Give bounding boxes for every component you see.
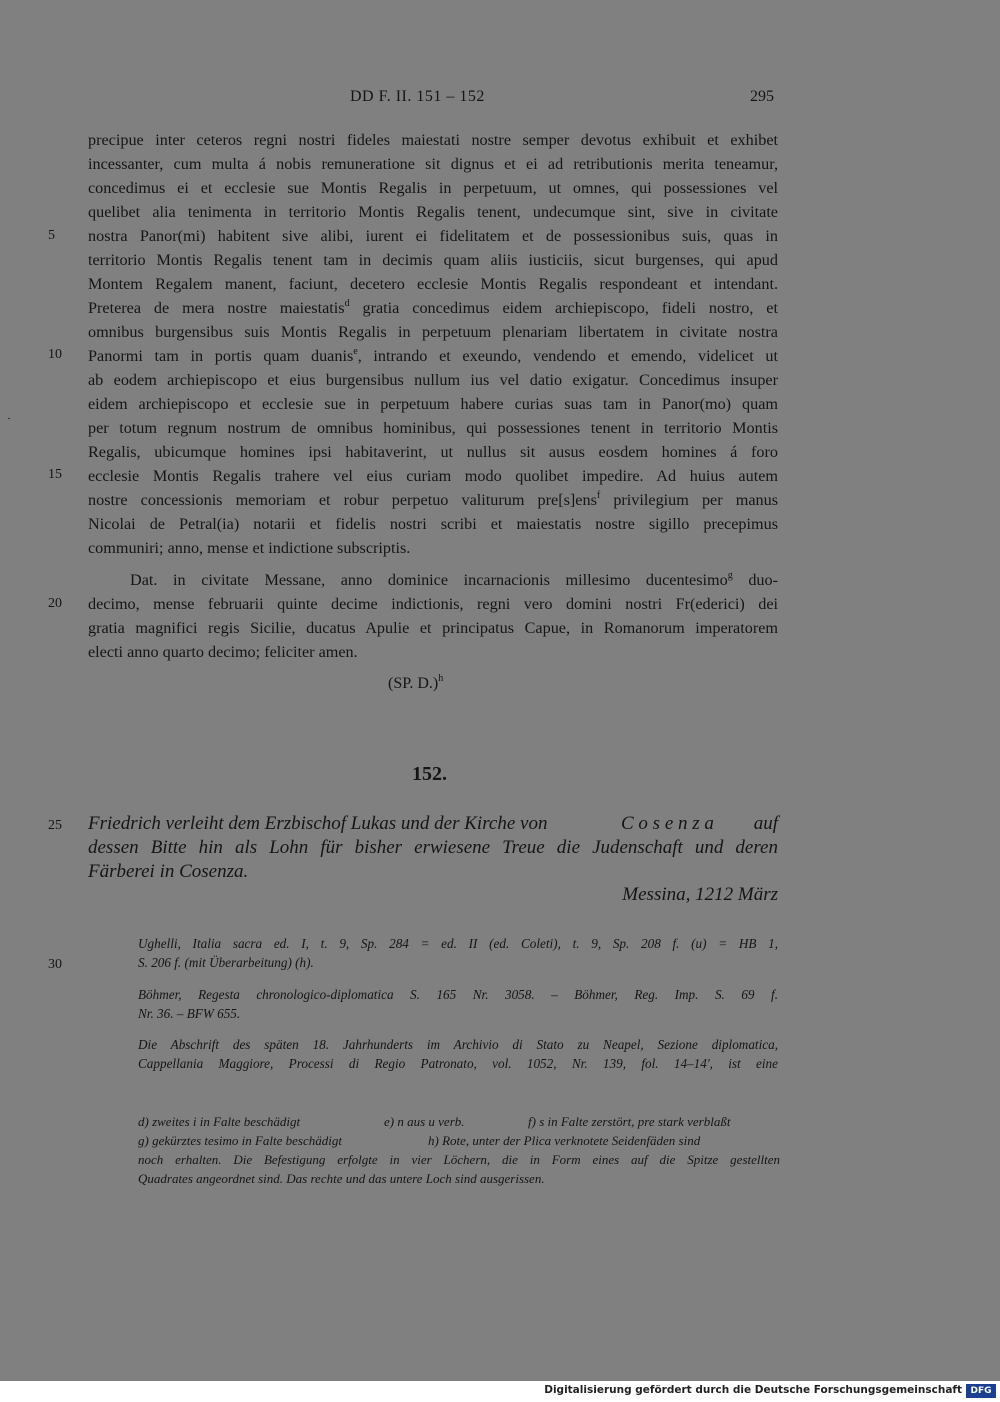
footnote-line-3: noch erhalten. Die Befestigung erfolgte in vier Löchern, die in Form eines auf die Spitze gestellten bbox=[138, 1152, 780, 1167]
running-header: DD F. II. 151 – 152 bbox=[350, 88, 485, 105]
reference-line-5: Die Abschrift des späten 18. Jahrhunderts im Archivio di Stato zu Neapel, Sezione diplomatica, bbox=[138, 1037, 778, 1052]
dating-line-3: gratia magnifici regis Sicilie, ducatus Apulie et principatus Capue, in Romanorum imperatorem bbox=[88, 619, 778, 637]
reference-line-6: Cappellania Maggiore, Processi di Regio Patronato, vol. 1052, Nr. 139, fol. 14–14', ist eine bbox=[138, 1056, 778, 1071]
reference-line-3: Böhmer, Regesta chronologico-diplomatica S. 165 Nr. 3058. – Böhmer, Reg. Imp. S. 69 f. bbox=[138, 987, 778, 1002]
dating-line-1 bbox=[130, 569, 778, 591]
seal-text: (SP. D.) bbox=[388, 675, 439, 692]
page-number: 295 bbox=[750, 88, 774, 105]
text-line-18: communiri; anno, mense et indictione subscriptis. bbox=[88, 539, 411, 557]
regest-line-3: Färberei in Cosenza. bbox=[88, 861, 249, 882]
line-number-10: 10 bbox=[48, 347, 62, 362]
text-line-11: ab eodem archiepiscopo et eius burgensibus nullum ius vel datio exigatur. Concedimus insuper bbox=[88, 371, 778, 389]
footnote-ref-g: g bbox=[727, 569, 733, 581]
footnote-line-1 bbox=[138, 1112, 780, 1132]
text-line-10-end: , intrando et exeundo, vendendo et emendo, videlicet ut bbox=[357, 347, 778, 365]
footer-bar bbox=[0, 1381, 1000, 1402]
text-line-3: concedimus ei et ecclesie sue Montis Regalis in perpetuum, ut omnes, qui possessiones vel bbox=[88, 179, 778, 197]
line-number-30: 30 bbox=[48, 957, 62, 972]
text-line-9: omnibus burgensibus suis Montis Regalis in perpetuum plenariam libertatem in civitate nostra bbox=[88, 323, 778, 341]
footnote-ref-d: d bbox=[344, 297, 350, 309]
footnote-f: f) s in Falte zerstört, pre stark verblaßt bbox=[528, 1114, 731, 1129]
line-number-20: 20 bbox=[48, 596, 62, 611]
document-number: 152. bbox=[412, 763, 447, 785]
dating-line-1-start: Dat. in civitate Messane, anno dominice incarnacionis millesimo ducentesimo bbox=[130, 571, 728, 589]
line-number-25: 25 bbox=[48, 818, 62, 833]
regest-place: C o s e n z a bbox=[621, 813, 714, 834]
text-line-16 bbox=[88, 489, 778, 511]
seal-notation bbox=[388, 672, 444, 693]
footnote-d: d) zweites i in Falte beschädigt bbox=[138, 1114, 301, 1129]
text-line-5: nostra Panor(mi) habitent sive alibi, iurent ei fidelitatem et de possessionibus suis, quas in bbox=[88, 227, 778, 245]
place-date: Messina, 1212 März bbox=[622, 884, 778, 905]
footnote-line-2 bbox=[138, 1131, 780, 1151]
line-number-5: 5 bbox=[48, 228, 55, 243]
text-line-16-end: privilegium per manus bbox=[600, 491, 778, 509]
text-line-14: Regalis, ubicumque homines ipsi habitaverint, ut nullus sit ausus eosdem homines á foro bbox=[88, 443, 778, 461]
footnote-ref-f: f bbox=[596, 489, 601, 501]
regest-line-1 bbox=[88, 812, 778, 836]
text-line-16-start: nostre concessionis memoriam et robur perpetuo valiturum pre[s]ens bbox=[88, 491, 597, 509]
footnote-ref-h: h bbox=[438, 672, 444, 684]
text-line-8 bbox=[88, 297, 778, 319]
text-line-8-end: gratia concedimus eidem archiepiscopo, fideli nostro, et bbox=[349, 299, 778, 317]
text-line-17: Nicolai de Petral(ia) notarii et fidelis nostri scribi et maiestatis nostre sigillo precepimus bbox=[88, 515, 778, 533]
regest-line-1-start: Friedrich verleiht dem Erzbischof Lukas und der Kirche von bbox=[88, 813, 548, 834]
regest-line-2: dessen Bitte hin als Lohn für bisher erwiesene Treue die Judenschaft und deren bbox=[88, 837, 778, 858]
footnote-h: h) Rote, unter der Plica verknotete Seidenfäden sind bbox=[428, 1133, 701, 1148]
text-line-10-start: Panormi tam in portis quam duanis bbox=[88, 347, 354, 365]
dfg-logo: DFG bbox=[966, 1384, 996, 1398]
text-line-7: Montem Regalem manent, faciunt, decetero ecclesie Montis Regalis respondeant et intendant. bbox=[88, 275, 778, 293]
text-line-2: incessanter, cum multa á nobis remuneratione sit dignus et ei ad retributionis merita teneamur, bbox=[88, 155, 778, 173]
text-line-4: quelibet alia tenimenta in territorio Montis Regalis tenent, undecumque sint, sive in civitate bbox=[88, 203, 778, 221]
reference-line-1: Ughelli, Italia sacra ed. I, t. 9, Sp. 284 = ed. II (ed. Coleti), t. 9, Sp. 208 f. (u) = HB 1, bbox=[138, 936, 778, 951]
line-number-15: 15 bbox=[48, 467, 62, 482]
footnote-g: g) gekürztes tesimo in Falte beschädigt bbox=[138, 1133, 342, 1148]
regest-line-1-end: auf bbox=[753, 813, 778, 834]
footnote-line-4: Quadrates angeordnet sind. Das rechte und das untere Loch sind ausgerissen. bbox=[138, 1171, 545, 1186]
dating-line-2: decimo, mense februarii quinte decime indictionis, regni vero domini nostri Fr(ederici) dei bbox=[88, 595, 778, 613]
footnote-e: e) n aus u verb. bbox=[384, 1114, 465, 1129]
reference-line-4: Nr. 36. – BFW 655. bbox=[138, 1006, 241, 1021]
text-line-8-start: Preterea de mera nostre maiestatis bbox=[88, 299, 345, 317]
funding-credit: Digitalisierung gefördert durch die Deutsche Forschungsgemeinschaft bbox=[544, 1384, 962, 1396]
text-line-1: precipue inter ceteros regni nostri fideles maiestati nostre semper devotus exhibuit et exhibet bbox=[88, 131, 778, 149]
text-line-12: eidem archiepiscopo et ecclesie sue in perpetuum habere curias suas tam in Panor(mo) quam bbox=[88, 395, 778, 413]
reference-line-2: S. 206 f. (mit Überarbeitung) (h). bbox=[138, 955, 314, 970]
dating-line-1-end: duo- bbox=[732, 571, 779, 589]
text-line-6: territorio Montis Regalis tenent tam in decimis quam aliis iusticiis, sicut burgenses, qui apud bbox=[88, 251, 778, 269]
text-line-10 bbox=[88, 345, 778, 367]
text-line-15: ecclesie Montis Regalis trahere vel eius curiam modo quolibet impedire. Ad huius autem bbox=[88, 467, 778, 485]
footnote-ref-e: e bbox=[353, 345, 358, 357]
dating-line-4: electi anno quarto decimo; feliciter amen. bbox=[88, 643, 358, 661]
text-line-13: per totum regnum nostrum de omnibus hominibus, qui possessiones tenent in territorio Montis bbox=[88, 419, 778, 437]
margin-mark bbox=[8, 418, 10, 419]
